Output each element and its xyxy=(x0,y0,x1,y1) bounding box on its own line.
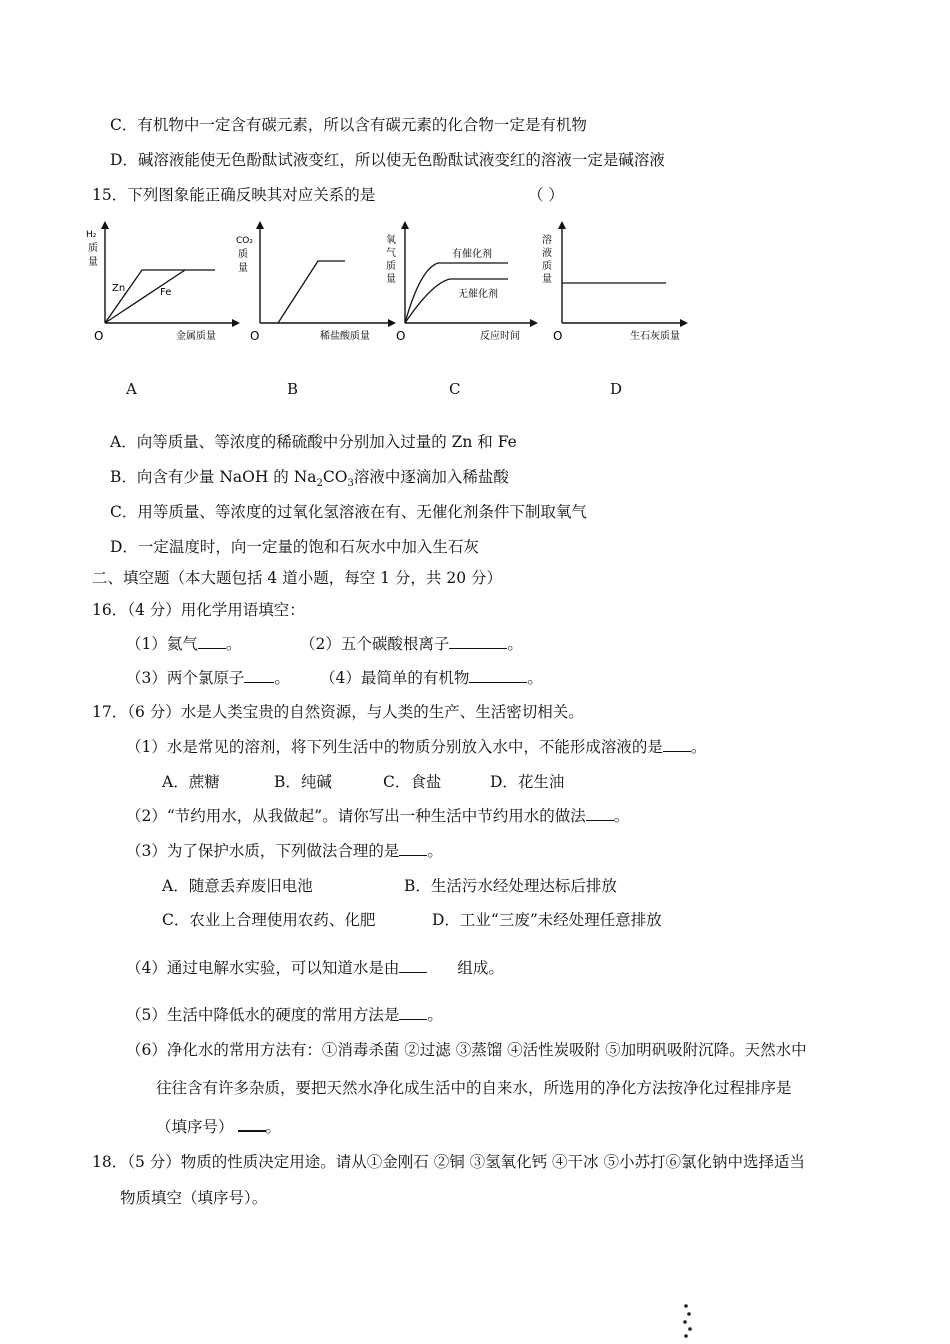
q15-option-c: C．用等质量、等浓度的过氧化氢溶液在有、无催化剂条件下制取氧气 xyxy=(110,503,587,521)
q15-option-b-sub1: 2 xyxy=(316,478,323,490)
q17-3 xyxy=(126,841,443,861)
q17-2-text: （2）“节约用水，从我做起”。请你写出一种生活中节约用水的做法 xyxy=(126,807,586,825)
q17-3-text: （3）为了保护水质，下列做法合理的是 xyxy=(126,842,400,860)
q17-5-text: （5）生活中降低水的硬度的常用方法是 xyxy=(126,1006,400,1024)
option-c-prev: C．有机物中一定含有碳元素，所以含有碳元素的化合物一定是有机物 xyxy=(110,116,587,134)
q17-1-text: （1）水是常见的溶剂，将下列生活中的物质分别放入水中，不能形成溶液的是 xyxy=(126,738,663,756)
q17-2 xyxy=(126,806,629,826)
question-15: 15．下列图象能正确反映其对应关系的是 xyxy=(92,186,376,204)
co2-curve xyxy=(278,261,345,323)
no-catalyst-label: 无催化剂 xyxy=(458,289,498,300)
y-label-a-2: 量 xyxy=(88,257,98,268)
x-label-c: 反应时间 xyxy=(480,331,520,342)
q17-3-option-d: D．工业“三废”未经处理任意排放 xyxy=(432,911,662,929)
q17-5 xyxy=(126,1005,443,1025)
q15-option-d: D．一定温度时，向一定量的饱和石灰水中加入生石灰 xyxy=(110,538,479,556)
graph-a xyxy=(86,221,240,343)
option-d-prev: D．碱溶液能使无色酚酞试液变红，所以使无色酚酞试液变红的溶液一定是碱溶液 xyxy=(110,151,665,169)
q17-6: （6）净化水的常用方法有：①消毒杀菌 ②过滤 ③蒸馏 ④活性炭吸附 ⑤加明矾吸附沉降。天然水中 xyxy=(126,1041,807,1059)
graphs-figure xyxy=(0,215,950,415)
question-17: 17．（6 分）水是人类宝贵的自然资源，与人类的生产、生活密切相关。 xyxy=(92,703,584,721)
graph-d xyxy=(542,221,688,343)
zn-label: Zn xyxy=(112,283,126,294)
q16-3-blank[interactable] xyxy=(244,668,274,683)
q15-option-b-mid: CO xyxy=(322,468,348,486)
y-label-c-0: 氧 xyxy=(386,235,396,246)
with-catalyst-label: 有催化剂 xyxy=(452,249,492,260)
q17-3-option-b: B．生活污水经处理达标后排放 xyxy=(404,877,617,895)
q16-3-text: （3）两个氯原子 xyxy=(126,669,245,687)
y-label-d-0: 溶 xyxy=(542,235,552,246)
y-label-b-1: 质 xyxy=(238,249,248,260)
y-label-c-3: 量 xyxy=(386,274,396,285)
q16-3-end: 。 xyxy=(274,669,290,687)
question-18-line2: 物质填空（填序号）。 xyxy=(120,1189,268,1207)
q16-2-text: （2）五个碳酸根离子 xyxy=(300,635,450,653)
y-label-d-3: 量 xyxy=(542,274,552,285)
q17-4-text: （4）通过电解水实验，可以知道水是由 xyxy=(126,959,400,977)
q17-1 xyxy=(126,737,706,757)
decorative-dots xyxy=(680,1300,700,1340)
q15-option-b-pre: B．向含有少量 NaOH 的 Na xyxy=(110,468,317,486)
q17-1-option-d: D．花生油 xyxy=(490,773,565,791)
origin-d: O xyxy=(553,329,563,343)
q17-5-blank[interactable] xyxy=(399,1005,427,1020)
q17-1-blank[interactable] xyxy=(663,737,691,752)
q15-option-a: A．向等质量、等浓度的稀硫酸中分别加入过量的 Zn 和 Fe xyxy=(110,433,517,451)
y-label-c-2: 质 xyxy=(386,261,396,272)
graph-c xyxy=(386,221,538,343)
q17-6-line3-text: （填序号） xyxy=(156,1118,234,1136)
graph-tag-a: A xyxy=(126,380,137,398)
origin-b: O xyxy=(250,329,260,343)
q17-6-line3-end: 。 xyxy=(265,1118,282,1136)
fe-label: Fe xyxy=(160,287,172,298)
y-label-a-0: H₂ xyxy=(86,230,97,240)
q16-2 xyxy=(300,634,523,654)
q17-4-end: 组成。 xyxy=(457,959,504,977)
q17-1-option-b: B．纯碱 xyxy=(274,773,332,791)
q17-3-option-a: A．随意丢弃废旧电池 xyxy=(162,877,313,895)
q17-2-blank[interactable] xyxy=(586,806,614,821)
q17-6-line3 xyxy=(156,1116,281,1137)
q16-1-text: （1）氦气 xyxy=(126,635,198,653)
q16-1-blank[interactable] xyxy=(198,634,226,649)
graph-tag-d: D xyxy=(610,380,623,398)
q16-1 xyxy=(126,634,241,654)
graph-b xyxy=(236,221,396,343)
q17-3-blank[interactable] xyxy=(399,841,427,856)
question-15-paren: （ ） xyxy=(528,186,564,204)
q17-4-blank[interactable] xyxy=(399,958,427,973)
question-18: 18．（5 分）物质的性质决定用途。请从①金刚石 ②铜 ③氢氧化钙 ④干冰 ⑤小苏打⑥氯化钠中选择适当 xyxy=(92,1153,805,1171)
q17-2-end: 。 xyxy=(613,807,630,825)
q17-6-blank[interactable] xyxy=(238,1116,266,1132)
q17-3-end: 。 xyxy=(427,842,443,860)
q17-6-line2: 往往含有许多杂质，要把天然水净化成生活中的自来水，所选用的净化方法按净化过程排序是 xyxy=(156,1079,792,1097)
q17-1-end: 。 xyxy=(690,738,707,756)
q16-2-end: 。 xyxy=(507,635,523,653)
y-label-c-1: 气 xyxy=(386,248,396,259)
q15-option-b-post: 溶液中逐滴加入稀盐酸 xyxy=(353,468,509,486)
y-label-b-2: 量 xyxy=(238,263,248,274)
q17-3-option-c: C．农业上合理使用农药、化肥 xyxy=(162,911,376,929)
q16-1-end: 。 xyxy=(225,635,242,653)
section-2-heading: 二、填空题（本大题包括 4 道小题，每空 1 分，共 20 分） xyxy=(92,569,503,587)
x-label-b: 稀盐酸质量 xyxy=(320,331,370,342)
q17-1-option-a: A．蔗糖 xyxy=(162,773,220,791)
no-catalyst-curve xyxy=(405,279,508,323)
q16-4 xyxy=(320,668,543,688)
fe-curve xyxy=(105,270,185,323)
y-label-b-0: CO₂ xyxy=(236,236,253,246)
y-label-d-1: 液 xyxy=(542,248,552,259)
q16-4-blank[interactable] xyxy=(469,668,527,683)
x-label-d: 生石灰质量 xyxy=(630,331,680,342)
graph-tag-b: B xyxy=(287,380,299,398)
y-label-d-2: 质 xyxy=(542,261,552,272)
q15-option-b-sub2: 3 xyxy=(347,478,354,490)
q16-2-blank[interactable] xyxy=(449,634,507,649)
q16-4-text: （4）最简单的有机物 xyxy=(320,669,470,687)
q16-4-end: 。 xyxy=(527,669,543,687)
origin-c: O xyxy=(396,329,406,343)
q17-4 xyxy=(126,958,504,978)
q16-3 xyxy=(126,668,290,688)
x-label-a: 金属质量 xyxy=(176,331,216,342)
question-16: 16．（4 分）用化学用语填空： xyxy=(92,601,305,619)
q17-1-option-c: C．食盐 xyxy=(383,773,442,791)
q15-option-b xyxy=(110,467,509,494)
graph-tag-c: C xyxy=(449,380,461,398)
origin-a: O xyxy=(94,329,104,343)
q17-5-end: 。 xyxy=(427,1006,443,1024)
y-label-a-1: 质 xyxy=(88,243,98,254)
